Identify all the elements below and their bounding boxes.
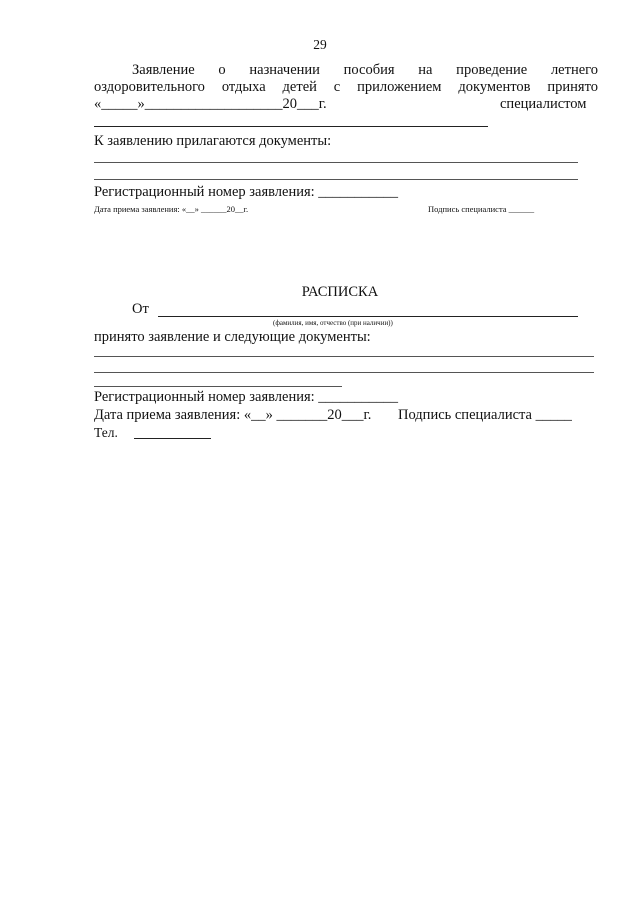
- receipt-title: РАСПИСКА: [301, 284, 379, 300]
- attached-documents-line-1: [94, 162, 578, 163]
- application-specialist-label: специалистом: [500, 96, 587, 112]
- application-line-2: оздоровительного отдыха детей с приложением документов принято: [94, 79, 598, 95]
- receipt-phone-line: [134, 438, 211, 439]
- application-line-1: Заявление о назначении пособия на проведение летнего: [132, 62, 598, 78]
- attached-documents-line-2: [94, 179, 578, 180]
- receipt-from-label: От: [132, 301, 149, 317]
- specialist-name-line: [94, 126, 488, 127]
- receipt-documents-line-1: [94, 356, 594, 357]
- receipt-phone-label: Тел.: [94, 425, 118, 440]
- page-number: 29: [313, 37, 327, 52]
- receipt-signature: Подпись специалиста _____: [398, 407, 572, 423]
- receipt-documents-line-2: [94, 372, 594, 373]
- receipt-reg-number: Регистрационный номер заявления: ___________: [94, 389, 399, 405]
- application-signature-small: Подпись специалиста ______: [428, 204, 535, 214]
- application-reg-number: Регистрационный номер заявления: ___________: [94, 184, 399, 200]
- receipt-from-line: [158, 316, 578, 317]
- application-date-blank: «_____»___________________20___г.: [94, 96, 327, 112]
- application-date-small: Дата приема заявления: «__» ______20__г.: [94, 204, 249, 214]
- receipt-documents-line-3: [94, 386, 342, 387]
- attached-documents-label: К заявлению прилагаются документы:: [94, 133, 332, 149]
- receipt-fio-hint: (фамилия, имя, отчество (при наличии)): [273, 319, 393, 327]
- receipt-date: Дата приема заявления: «__» _______20___г.: [94, 407, 372, 423]
- receipt-accepted-label: принято заявление и следующие документы:: [94, 329, 371, 345]
